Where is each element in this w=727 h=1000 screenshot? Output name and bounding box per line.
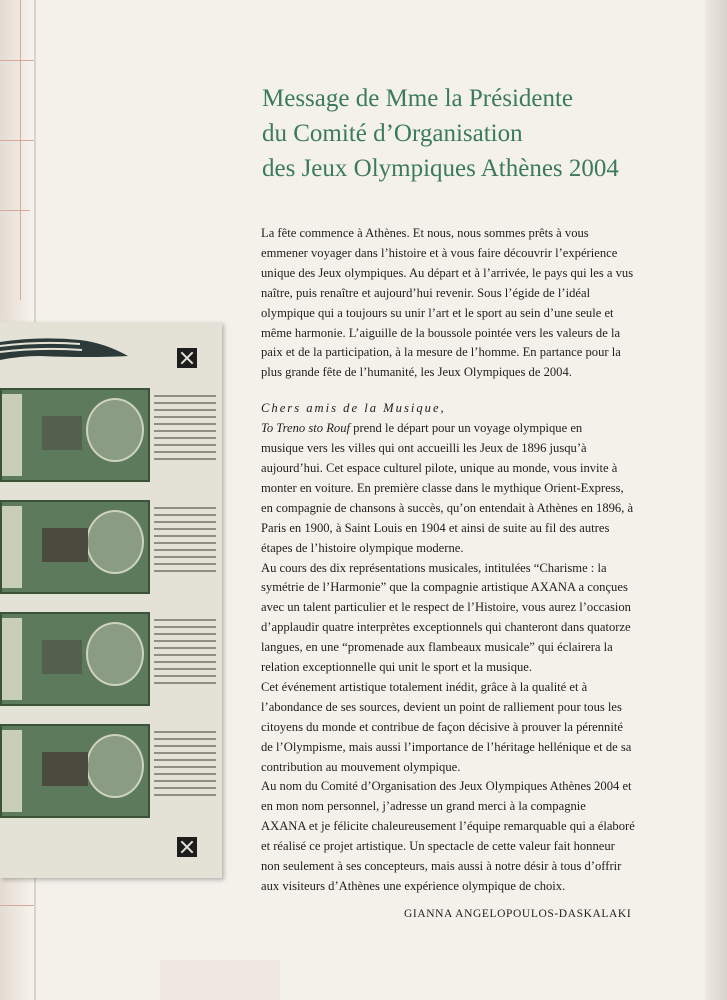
text-line: monter en voiture. En première classe dans le mythique Orient-Express, xyxy=(261,480,624,495)
text-line: citoyens du monde et contribue de façon décisive à prouver la pérennité xyxy=(261,719,623,734)
show-title: To Treno sto Rouf xyxy=(261,421,350,436)
stamp-row xyxy=(0,718,222,820)
decorative-line xyxy=(0,140,34,141)
background-fold xyxy=(160,960,280,1000)
text-line: l’abondance de ses sources, devient un point de ralliement pour tous les xyxy=(261,699,622,714)
text-line: unique des Jeux olympiques. Au départ et à l’arrivée, le pays qui les a vus xyxy=(261,265,634,280)
text-line: musique vers les villes qui ont accueilli les Jeux de 1896 jusqu’à xyxy=(261,441,587,456)
text-line: langues, en une “promenade aux flambeaux musicale” qui éclairera la xyxy=(261,640,613,655)
text-line: olympique qui a toujours su unir l’art et le sport au sein d’une seule et xyxy=(261,305,614,320)
text-line: emmener voyager dans l’histoire et à vous faire découvrir l’expérience xyxy=(261,245,618,260)
decorative-line xyxy=(20,0,21,300)
music-paragraph xyxy=(261,399,681,897)
text-line: non seulement à ses concepteurs, mais aussi à notre désir à tous d’offrir xyxy=(261,859,622,874)
text-line xyxy=(261,419,681,439)
text-line: et réalisé ce projet artistique. Un spectacle de cette valeur fait honneur xyxy=(261,839,615,854)
text-line: relation exceptionnelle qui unit le sport et la musique. xyxy=(261,660,533,675)
intro-paragraph xyxy=(261,224,681,383)
title-line: du Comité d’Organisation xyxy=(262,120,523,147)
stamp-picture xyxy=(0,724,150,818)
decorative-line xyxy=(0,905,34,906)
stamp-caption xyxy=(154,390,216,476)
text-line: aujourd’hui. Cet espace culturel pilote, unique au monde, vous invite à xyxy=(261,460,618,475)
stamp-picture xyxy=(0,612,150,706)
stamp-row xyxy=(0,382,222,484)
stamp-caption xyxy=(154,726,216,812)
decorative-line xyxy=(0,210,30,211)
right-page-edge xyxy=(705,0,727,1000)
text-line: aux visiteurs d’Athènes une expérience olympique de choix. xyxy=(261,879,566,893)
stamp-caption xyxy=(154,502,216,588)
text-line: avec un talent particulier et le respect de l’Histoire, vous aurez l’occasion xyxy=(261,600,631,615)
stamp-picture xyxy=(0,500,150,594)
text-line: symétrie de l’Harmonie” que la compagnie artistique AXANA a conçues xyxy=(261,580,628,595)
greeting-line: Chers amis de la Musique, xyxy=(261,401,446,416)
text-line: Paris en 1900, à Saint Louis en 1904 et ainsi de suite au fil des autres xyxy=(261,520,610,535)
text-line: d’applaudir quatre interprètes exceptionnels qui chanteront dans quatorze xyxy=(261,620,631,635)
text-line: en mon nom personnel, j’adresse un grand merci à la compagnie xyxy=(261,799,586,814)
title-line: des Jeux Olympiques Athènes 2004 xyxy=(262,155,619,182)
text-line: en compagnie de chansons à succès, qu’on entendait à Athènes en 1896, à xyxy=(261,500,634,515)
stamp-picture xyxy=(0,388,150,482)
text-line: plus grande fête de l’humanité, les Jeux Olympiques de 2004. xyxy=(261,365,572,380)
text-line: Cet événement artistique totalement inédit, grâce à la qualité et à xyxy=(261,679,588,694)
x-cross-icon xyxy=(177,837,197,857)
text-line: AXANA et je félicite chaleureusement l’équipe remarquable qui a élaboré xyxy=(261,819,635,834)
stamp-caption xyxy=(154,614,216,700)
signature: GIANNA ANGELOPOULOS-DASKALAKI xyxy=(404,908,632,920)
text-line: naître, puis renaître et aujourd’hui revenir. Sous l’égide de l’idéal xyxy=(261,285,591,300)
page-title xyxy=(262,81,662,186)
text-line: de l’Olympisme, mais aussi l’importance de l’héritage hellénique et de sa xyxy=(261,739,632,754)
text-span: prend le départ pour un voyage olympique en xyxy=(350,421,583,436)
stamp-row xyxy=(0,494,222,596)
sheet-header-flag xyxy=(0,322,222,382)
x-cross-icon xyxy=(177,348,197,368)
text-line: paix et de la participation, à la mesure de l’homme. En partance pour la xyxy=(261,345,621,360)
text-line: contribution au mouvement olympique. xyxy=(261,759,461,774)
text-line: La fête commence à Athènes. Et nous, nous sommes prêts à vous xyxy=(261,226,589,240)
title-line: Message de Mme la Présidente xyxy=(262,85,574,112)
text-line: Au cours des dix représentations musicales, intitulées “Charisme : la xyxy=(261,560,607,575)
text-line: même harmonie. L’aiguille de la boussole pointée vers les valeurs de la xyxy=(261,325,621,340)
message-body xyxy=(261,224,681,897)
text-line: Au nom du Comité d’Organisation des Jeux Olympiques Athènes 2004 et xyxy=(261,779,632,794)
stamp-sheet-image xyxy=(0,322,222,878)
stamp-row xyxy=(0,606,222,708)
text-line: étapes de l’histoire olympique moderne. xyxy=(261,540,464,555)
decorative-line xyxy=(0,60,34,61)
